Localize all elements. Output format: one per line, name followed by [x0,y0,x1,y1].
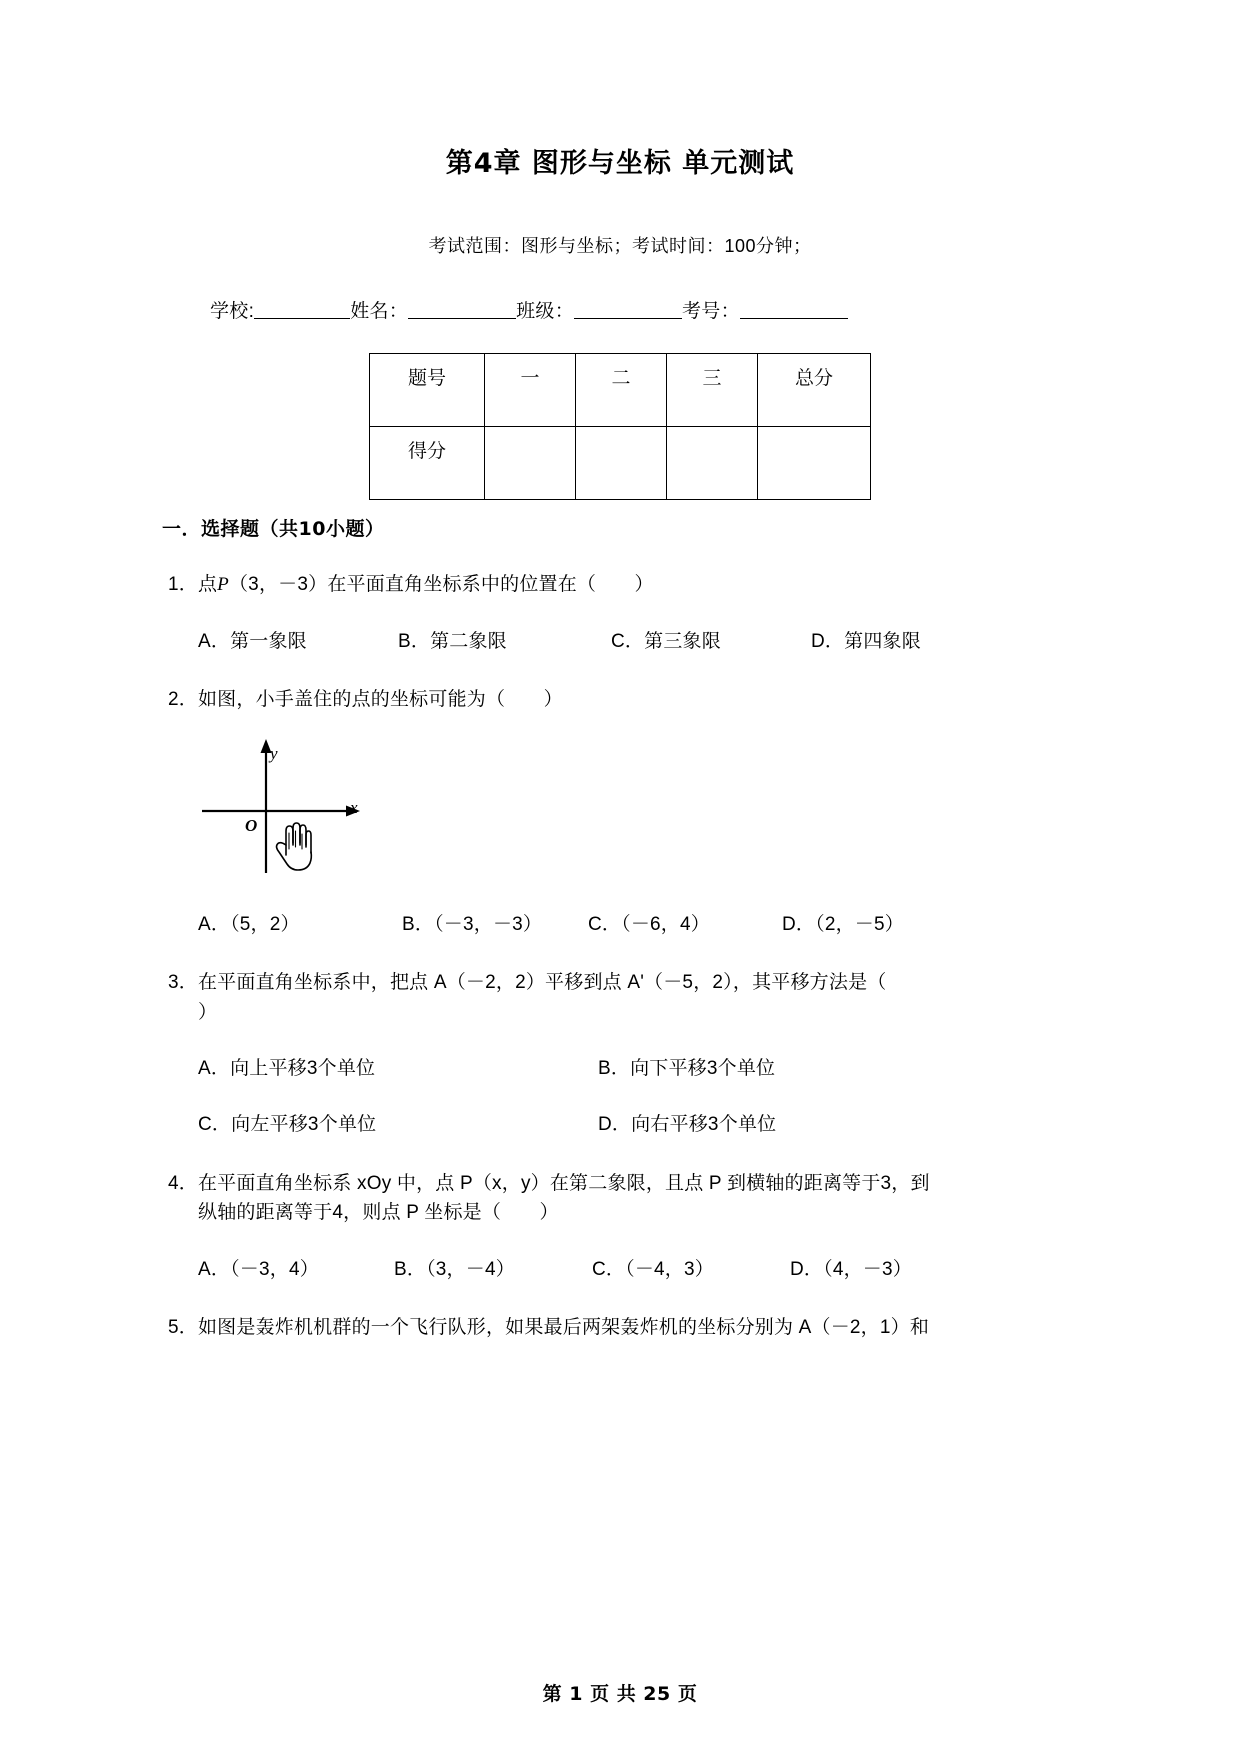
option-a[interactable]: A．第一象限 [198,630,307,652]
score-table-cell-得分: 得分 [370,427,485,500]
origin-label: O [245,815,258,835]
question-4-options [168,1255,1072,1284]
option-b[interactable]: B．向下平移3个单位 [598,1058,776,1080]
question-3-options-row-2 [168,1110,1072,1139]
question-2-figure [168,733,1072,883]
coordinate-axes-diagram [198,733,398,881]
question-1 [168,570,1072,656]
question-3-options-row-1 [168,1054,1072,1083]
exam-no-blank[interactable] [740,299,848,319]
score-cell-1[interactable] [485,427,576,500]
score-table-cell-一: 一 [485,354,576,427]
option-c[interactable]: C．（－6，4） [588,913,710,935]
score-table-container [168,353,1072,500]
option-b[interactable]: B．第二象限 [398,630,507,652]
option-a[interactable]: A．（－3，4） [198,1258,319,1280]
score-cell-2[interactable] [576,427,667,500]
axes-svg [198,733,398,881]
option-d[interactable]: D．（4，－3） [790,1258,912,1280]
score-cell-total[interactable] [758,427,871,500]
option-d[interactable]: D．向右平移3个单位 [598,1114,777,1136]
option-a[interactable]: A．向上平移3个单位 [198,1058,376,1080]
class-blank[interactable] [574,299,682,319]
option-b[interactable]: B．（3，－4） [394,1258,515,1280]
score-cell-3[interactable] [667,427,758,500]
score-table-cell-总分: 总分 [758,354,871,427]
table-row [370,427,871,500]
score-table [369,353,871,500]
class-label: 班级： [516,301,574,323]
exam-scope-subtitle: 考试范围：图形与坐标；考试时间：100分钟； [428,236,812,257]
x-axis-label: x [350,797,358,817]
score-table-cell-二: 二 [576,354,667,427]
name-blank[interactable] [408,299,516,319]
question-3 [168,968,1072,1140]
question-2 [168,685,1072,939]
exam-no-label: 考号： [682,301,740,323]
option-c[interactable]: C．第三象限 [611,630,721,652]
page-footer: 第 1 页 共 25 页 [542,1683,698,1705]
page-content [162,0,1072,1343]
question-4-stem-line-2: 纵轴的距离等于4，则点 P 坐标是（ ） [198,1202,559,1224]
y-axis-label: y [270,743,278,763]
section-heading-choice: 一．选择题（共10小题） [162,518,385,541]
question-1-stem [168,570,1072,599]
student-info-line [168,296,1072,323]
question-1-var-p: P [217,574,229,596]
question-4 [168,1169,1072,1284]
score-table-cell-三: 三 [667,354,758,427]
question-1-options [168,627,1072,656]
hand-pointing-icon [277,823,312,870]
option-c[interactable]: C．向左平移3个单位 [198,1114,377,1136]
question-2-options [168,910,1072,939]
question-2-stem: 2．如图，小手盖住的点的坐标可能为（ ） [168,689,563,711]
option-d[interactable]: D．（2，－5） [782,913,904,935]
question-1-text-b: （3，－3）在平面直角坐标系中的位置在（ ） [228,574,654,596]
page-title: 第4章 图形与坐标 单元测试 [445,148,795,179]
question-1-text-a: 点 [197,574,218,596]
option-d[interactable]: D．第四象限 [811,630,921,652]
question-5 [168,1313,1072,1342]
option-c[interactable]: C．（－4，3） [592,1258,714,1280]
question-5-stem-line-1: 5．如图是轰炸机机群的一个飞行队形，如果最后两架轰炸机的坐标分别为 A（－2，1）和 [168,1317,930,1339]
question-3-stem-line-2: ） [198,1001,218,1023]
option-a[interactable]: A．（5，2） [198,913,300,935]
option-b[interactable]: B．（－3，－3） [402,913,543,935]
score-table-cell-题号: 题号 [370,354,485,427]
school-label: 学校: [210,301,255,323]
table-row [370,354,871,427]
question-3-stem-line-1: 3．在平面直角坐标系中，把点 A（－2，2）平移到点 A'（－5，2），其平移方法是（ [168,972,887,994]
name-label: 姓名： [350,301,409,323]
question-4-stem-line-1: 4．在平面直角坐标系 xOy 中，点 P（x，y）在第二象限，且点 P 到横轴的距离等于3，到 [168,1172,930,1194]
school-blank[interactable] [254,299,350,319]
question-1-number: 1． [168,574,198,596]
